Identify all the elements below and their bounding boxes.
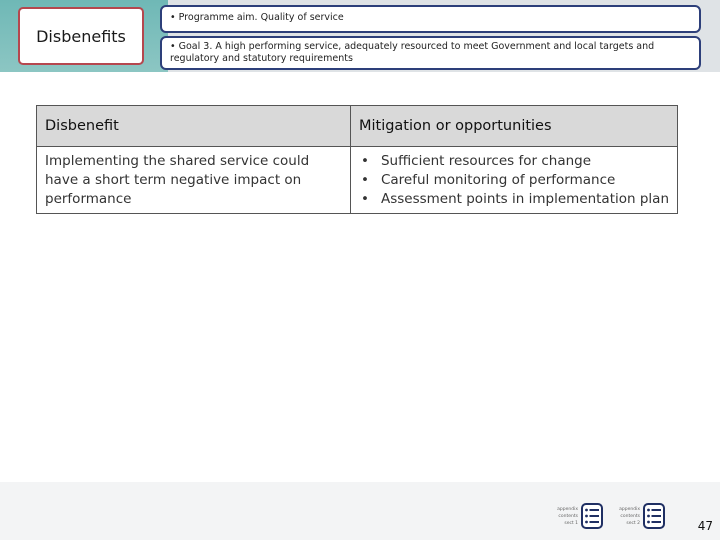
appendix-link-2-label: appendix contents sect 2 <box>619 506 640 526</box>
mitigation-list <box>359 152 669 209</box>
list-item: • Careful monitoring of performance <box>360 172 616 188</box>
appendix-link-1[interactable] <box>540 500 603 532</box>
disbenefits-table <box>36 105 678 214</box>
list-item: • Sufficient resources for change <box>360 153 592 169</box>
page-number: 47 <box>697 519 713 533</box>
appendix-link-2[interactable] <box>602 500 665 532</box>
table-header-row <box>37 106 678 147</box>
column-header-mitigation: Mitigation or opportunities <box>350 106 677 147</box>
column-header-disbenefit: Disbenefit <box>37 106 351 147</box>
list-icon <box>643 503 665 529</box>
appendix-link-1-label: appendix contents sect 1 <box>557 506 578 526</box>
goal-box <box>160 36 701 70</box>
goal-text: • Goal 3. A high performing service, adequately resourced to meet Government and local targets and regulatory and statutory requirements <box>170 41 655 64</box>
table-row <box>37 147 678 214</box>
bullet-icon: • <box>360 153 369 169</box>
bullet-icon: • <box>360 191 369 207</box>
list-item: • Assessment points in implementation plan <box>360 191 669 207</box>
programme-aim-box <box>160 5 701 33</box>
bullet-icon: • <box>360 172 369 188</box>
disbenefit-cell: Implementing the shared service could have a short term negative impact on performance <box>37 147 351 214</box>
mitigation-cell <box>350 147 677 214</box>
programme-aim-text: • Programme aim. Quality of service <box>170 12 344 23</box>
list-icon <box>581 503 603 529</box>
page-title: Disbenefits <box>18 7 144 65</box>
